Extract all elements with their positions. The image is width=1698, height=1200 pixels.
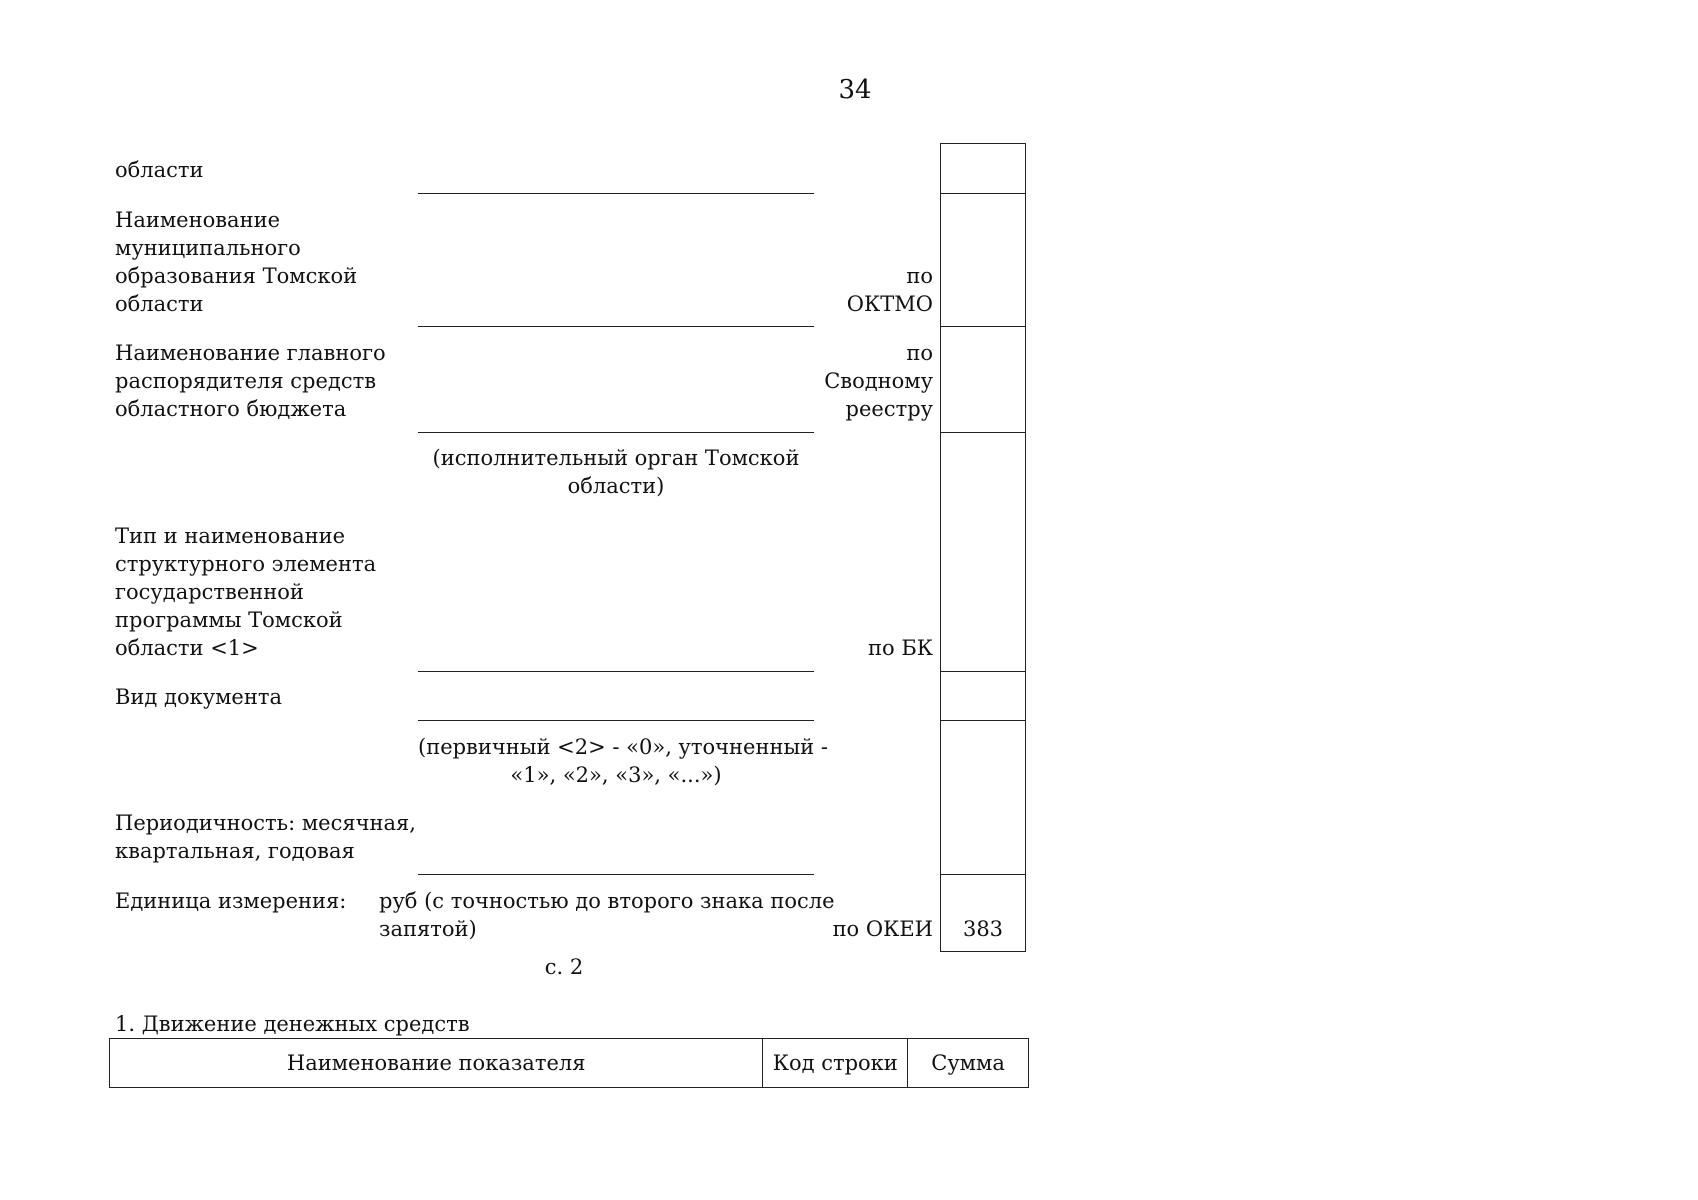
oktmo-code-label: по ОКТМО (846, 264, 933, 316)
unit-value: руб (с точностью до второго знака после запятой) (379, 889, 835, 941)
periodicity-label: Периодичность: месячная, квартальная, годовая (115, 811, 416, 863)
program-element-label: Тип и наименование структурного элемента государственной программы Томской области <1> (115, 524, 377, 660)
periodicity-field-line (418, 874, 814, 875)
table-header-row (110, 1039, 1029, 1088)
municipality-label: Наименование муниципального образования Томской области (115, 208, 358, 316)
main-manager-caption: (исполнительный орган Томской области) (432, 446, 800, 498)
code-box-divider (940, 720, 1026, 721)
code-box-divider (940, 326, 1026, 327)
main-manager-label: Наименование главного распорядителя средств областного бюджета (115, 341, 386, 421)
column-header-line-code: Код строки (763, 1039, 908, 1088)
code-column-right-border (1025, 143, 1026, 952)
page-marker: с. 2 (544, 955, 584, 979)
page-number: 34 (838, 75, 872, 105)
doc-kind-label: Вид документа (115, 685, 282, 709)
okei-code-label: по ОКЕИ (832, 917, 933, 941)
column-header-indicator: Наименование показателя (110, 1039, 763, 1088)
okei-value: 383 (962, 917, 1004, 941)
oblast-continuation-label: области (115, 158, 204, 182)
program-element-field-line (418, 671, 814, 672)
code-box-top (940, 143, 1026, 144)
code-box-divider (940, 432, 1026, 433)
section-title: 1. Движение денежных средств (115, 1012, 470, 1036)
unit-label: Единица измерения: (115, 889, 347, 913)
code-box-divider (940, 671, 1026, 672)
main-manager-field-line (418, 432, 814, 433)
municipality-field-line (418, 326, 814, 327)
doc-kind-caption: (первичный <2> - «0», уточненный - «1», «2», «3», «...») (418, 735, 828, 787)
bk-code-label: по БК (868, 636, 933, 660)
oblast-field-line (418, 193, 814, 194)
code-box-bottom (940, 951, 1026, 952)
registry-code-label: по Сводному реестру (824, 341, 933, 421)
cash-flow-table (109, 1038, 1029, 1088)
doc-kind-field-line (418, 720, 814, 721)
code-box-divider (940, 193, 1026, 194)
code-box-divider (940, 874, 1026, 875)
column-header-amount: Сумма (908, 1039, 1029, 1088)
code-column-left-border (940, 143, 941, 952)
